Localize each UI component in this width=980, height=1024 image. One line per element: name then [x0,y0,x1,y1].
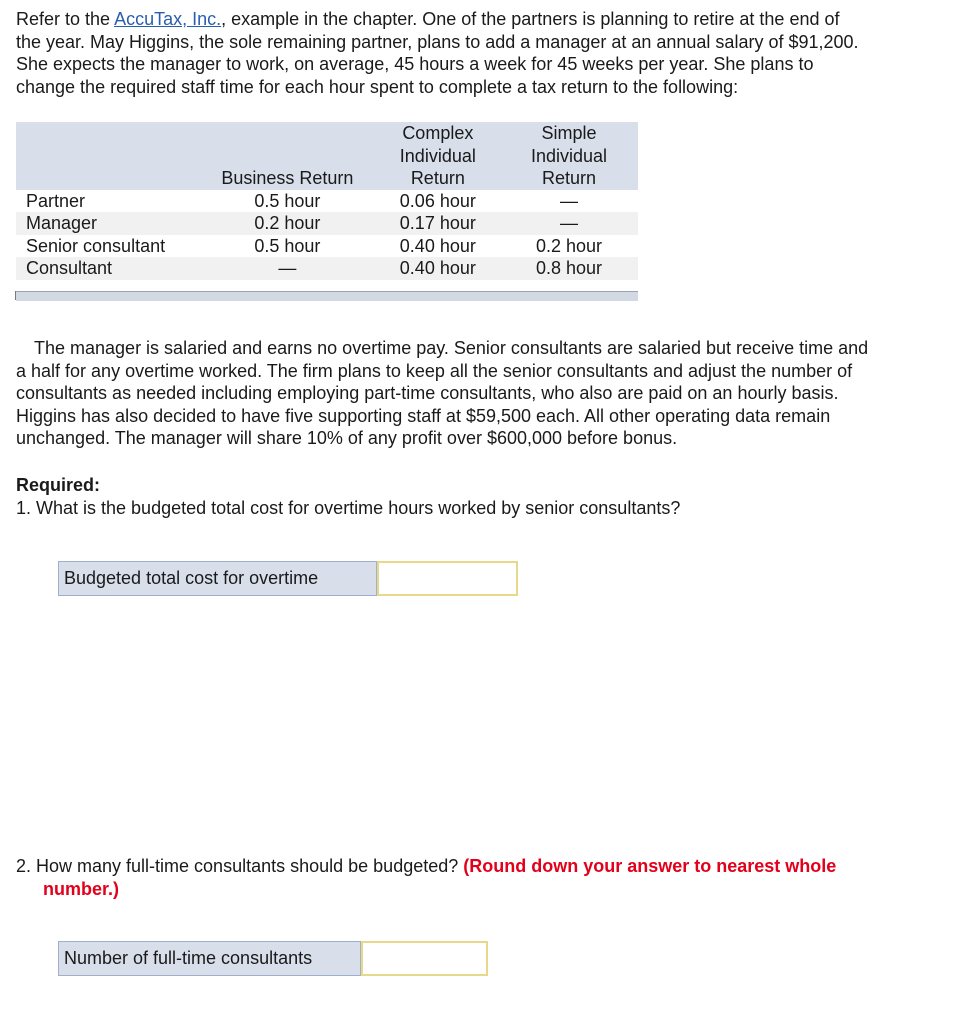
details-line5: unchanged. The manager will share 10% of any profit over $600,000 before bonus. [16,428,678,448]
row-business: — [278,258,297,278]
row-simple: 0.8 hour [535,258,603,278]
row-complex: 0.40 hour [399,258,476,278]
intro-prefix: Refer to the [16,9,115,29]
details-line4: Higgins has also decided to have five supporting staff at $59,500 each. All other operating data remain [16,405,831,426]
row-simple: 0.2 hour [535,235,603,256]
row-simple: — [560,190,579,211]
header-role [16,122,199,190]
row-role: Partner [26,190,86,211]
accutax-link[interactable]: AccuTax, Inc. [114,9,222,29]
table-row [16,257,638,280]
row-role: Consultant [26,258,113,278]
details-paragraph [16,337,961,450]
row-simple: — [560,213,579,233]
row-role: Senior consultant [26,235,166,256]
question-2-text: 2. How many full-time consultants should be budgeted? [16,856,464,876]
header-business-return: Business Return [221,168,354,188]
answer-row-1 [58,561,518,596]
full-time-consultants-input[interactable] [361,941,488,976]
intro-line1: , example in the chapter. One of the partners is planning to retire at the end of [221,9,840,29]
row-business: 0.5 hour [254,190,321,211]
question-2 [16,855,961,900]
answer-row-2 [58,941,488,976]
intro-paragraph [16,8,961,98]
row-complex: 0.06 hour [399,190,476,211]
details-line3: consultants as needed including employing part-time consultants, who also are paid on an hourly basis. [16,383,839,403]
table-bottom-border [16,291,638,301]
table-row [16,212,638,235]
table-row [16,190,638,213]
required-title: Required: [16,475,101,495]
row-role: Manager [26,213,98,233]
overtime-cost-label: Budgeted total cost for overtime [58,561,377,596]
row-complex: 0.40 hour [399,235,476,256]
details-line2: a half for any overtime worked. The firm plans to keep all the senior consultants and adjust the number of [16,360,853,381]
question-1: 1. What is the budgeted total cost for overtime hours worked by senior consultants? [16,497,681,518]
table-row [16,235,638,258]
details-line1: The manager is salaried and earns no overtime pay. Senior consultants are salaried but receive time and [34,338,869,358]
intro-line2: the year. May Higgins, the sole remaining partner, plans to add a manager at an annual salary of $91,200. [16,31,859,52]
question-2-instruction-cont: number.) [43,878,120,899]
header-complex-return: Complex Individual Return [399,123,476,188]
intro-line4: change the required staff time for each hour spent to complete a tax return to the following: [16,76,739,97]
intro-line3: She expects the manager to work, on average, 45 hours a week for 45 weeks per year. She plans to [16,54,814,74]
required-section [16,474,961,519]
overtime-cost-input[interactable] [377,561,518,596]
row-complex: 0.17 hour [399,213,476,233]
table-header-row [16,122,638,190]
full-time-consultants-label: Number of full-time consultants [58,941,361,976]
staff-time-table [16,122,638,280]
row-business: 0.5 hour [254,235,321,256]
row-business: 0.2 hour [254,213,321,233]
header-simple-return: Simple Individual Return [530,123,608,188]
question-2-instruction: (Round down your answer to nearest whole [463,856,837,876]
